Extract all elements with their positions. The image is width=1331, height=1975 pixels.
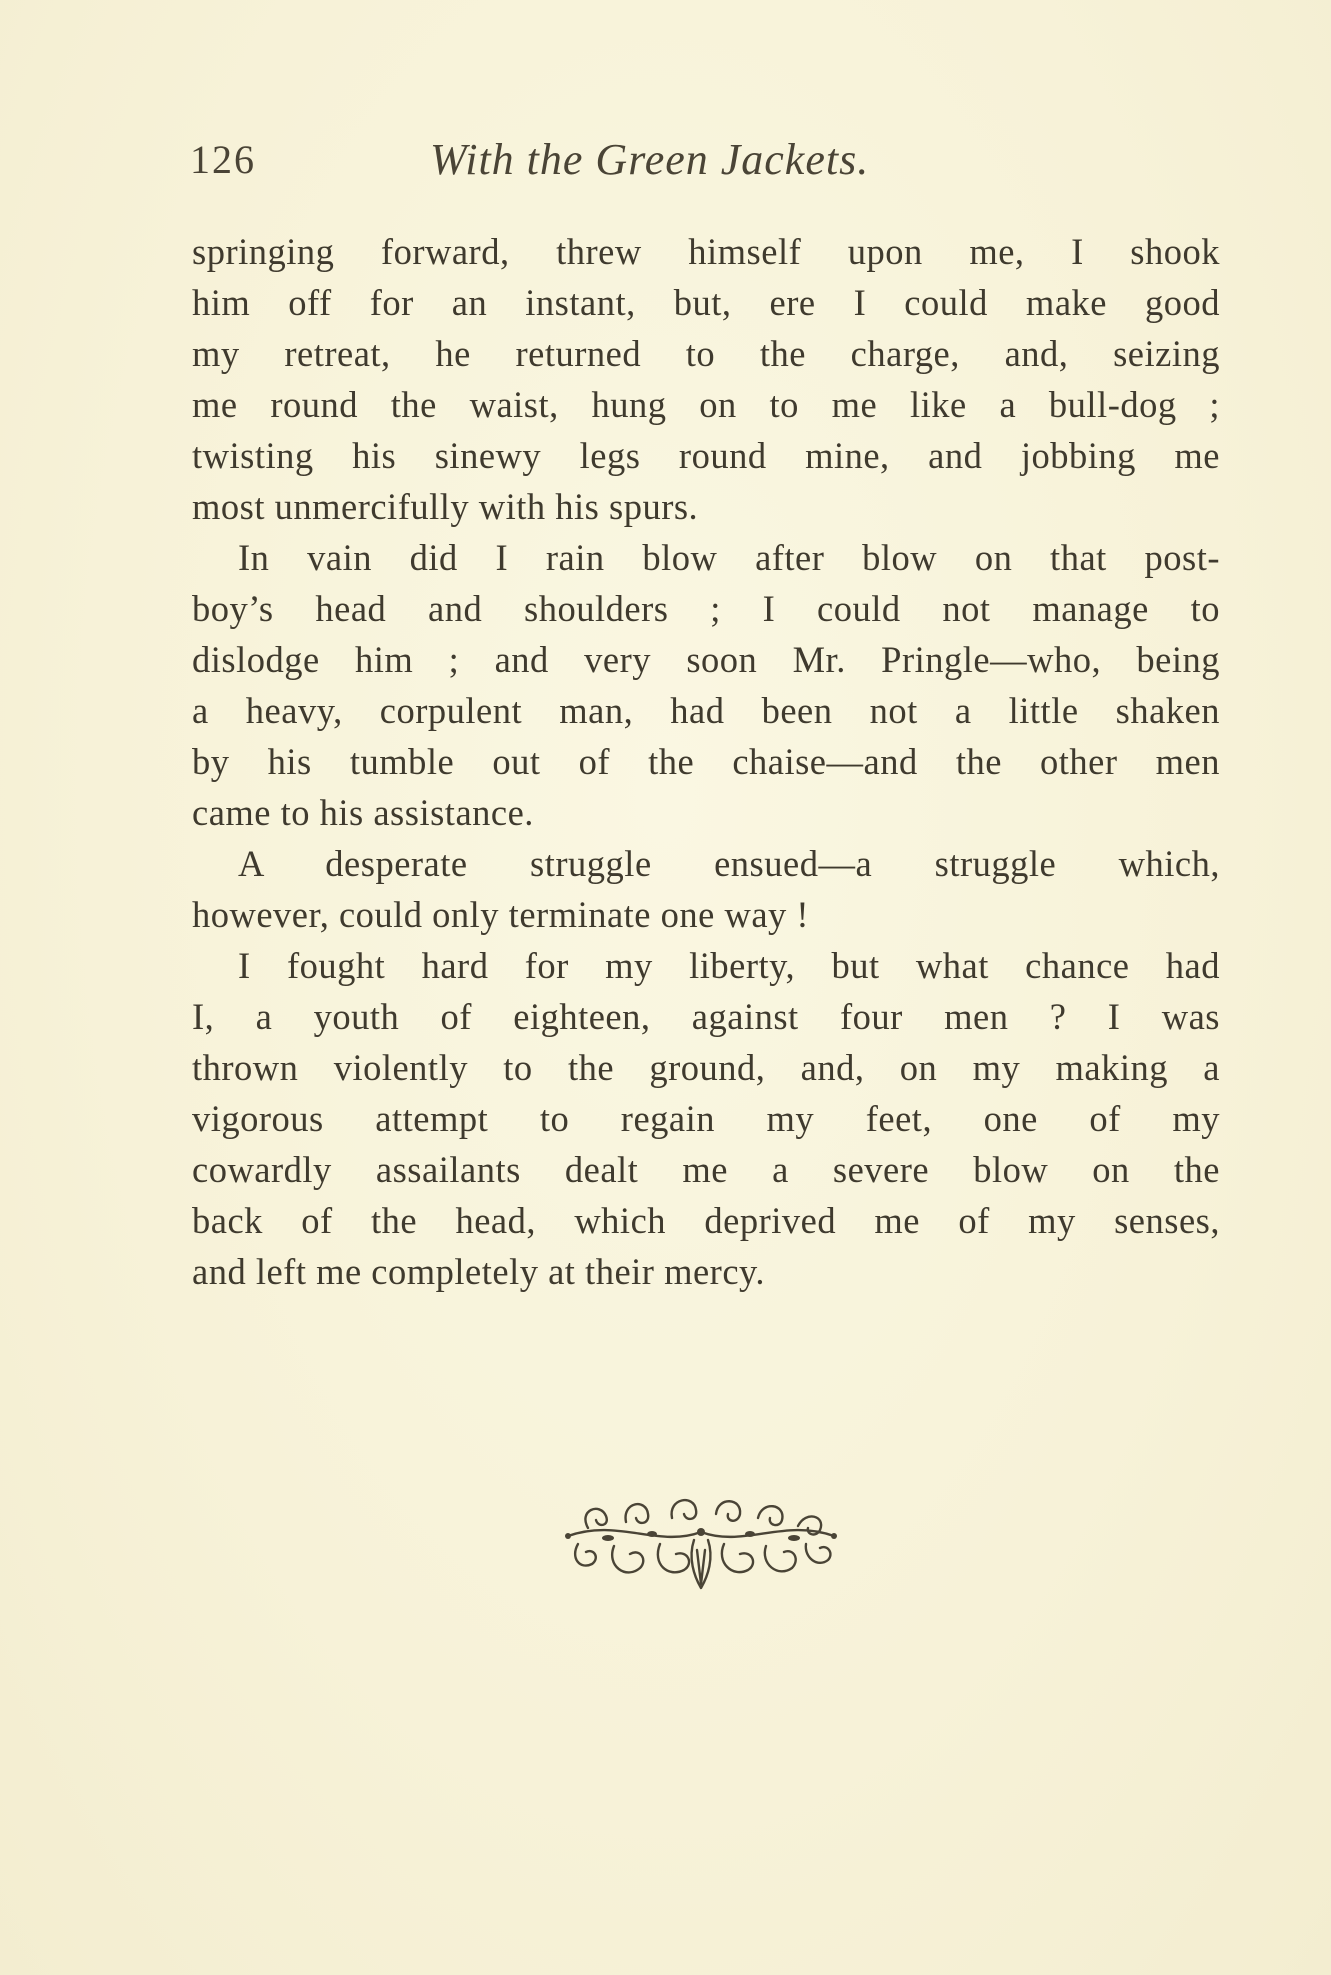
running-head [190,128,980,188]
text-line: me round the waist, hung on to me like a bull-dog ; [192,384,1220,425]
text-line: springing forward, threw himself upon me, I shook [192,231,1220,272]
text-line: back of the head, which deprived me of my senses, [192,1200,1220,1241]
text-line: twisting his sinewy legs round mine, and jobbing me [192,435,1220,476]
floral-tailpiece-icon [548,1488,854,1598]
text-line: however, could only terminate one way ! [192,894,810,935]
text-line: cowardly assailants dealt me a severe blow on the [192,1149,1220,1190]
text-line: my retreat, he returned to the charge, and, seizing [192,333,1220,374]
text-line: came to his assistance. [192,792,534,833]
text-line: most unmercifully with his spurs. [192,486,699,527]
text-line: vigorous attempt to regain my feet, one of my [192,1098,1220,1139]
text-line: dislodge him ; and very soon Mr. Pringle—who, being [192,639,1220,680]
text-line: a heavy, corpulent man, had been not a little shaken [192,690,1220,731]
text-line: In vain did I rain blow after blow on that post- [238,537,1220,578]
text-line: thrown violently to the ground, and, on my making a [192,1047,1220,1088]
text-line: I fought hard for my liberty, but what chance had [238,945,1220,986]
running-title: With the Green Jackets. [430,135,870,184]
text-line: him off for an instant, but, ere I could make good [192,282,1220,323]
text-line: boy’s head and shoulders ; I could not manage to [192,588,1220,629]
text-line: by his tumble out of the chaise—and the other men [192,741,1220,782]
page-number: 126 [190,137,256,182]
text-line: and left me completely at their mercy. [192,1251,766,1292]
text-line: A desperate struggle ensued—a struggle which, [238,843,1220,884]
body-text [192,226,1220,1297]
text-line: I, a youth of eighteen, against four men ? I was [192,996,1220,1037]
